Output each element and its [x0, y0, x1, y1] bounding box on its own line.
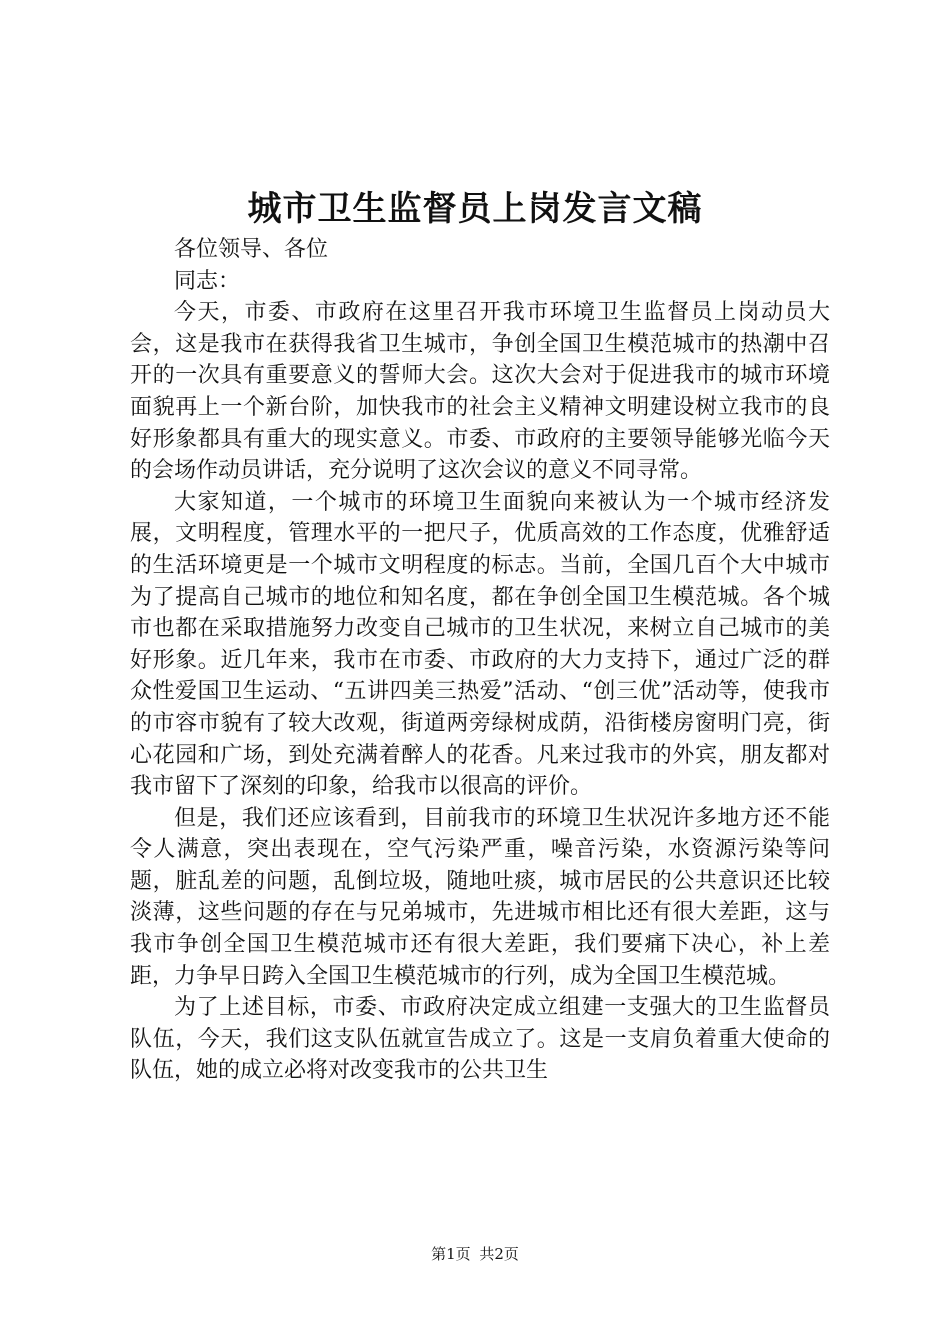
body-paragraph: 为了上述目标，市委、市政府决定成立组建一支强大的卫生监督员队伍，今天，我们这支队伍就宣告成立了。这是一支肩负着重大使命的队伍，她的成立必将对改变我市的公共卫生	[130, 995, 830, 1084]
page-total: 共2页	[479, 1245, 519, 1263]
body-paragraph: 今天，市委、市政府在这里召开我市环境卫生监督员上岗动员大会，这是我市在获得我省卫生城市，争创全国卫生模范城市的热潮中召开的一次具有重要意义的誓师大会。这次大会对于促进我市的城市环境面貌再上一个新台阶，加快我市的社会主义精神文明建设树立我市的良好形象都具有重大的现实意义。市委、市政府的主要领导能够光临今天的会场作动员讲话，充分说明了这次会议的意义不同寻常。	[130, 300, 830, 484]
salutation-line: 各位领导、各位	[174, 237, 329, 262]
salutation-line: 同志：	[174, 268, 241, 294]
document-body	[130, 234, 830, 1087]
page-number: 第1页	[431, 1245, 471, 1263]
body-paragraph: 但是，我们还应该看到，目前我市的环境卫生状况许多地方还不能令人满意，突出表现在，空气污染严重，噪音污染，水资源污染等问题，脏乱差的问题，乱倒垃圾，随地吐痰，城市居民的公共意识还比较淡薄，这些问题的存在与兄弟城市，先进城市相比还有很大差距，这与我市争创全国卫生模范城市还有很大差距，我们要痛下决心，补上差距，力争早日跨入全国卫生模范城市的行列，成为全国卫生模范城。	[130, 805, 830, 989]
body-paragraph: 大家知道，一个城市的环境卫生面貌向来被认为一个城市经济发展，文明程度，管理水平的一把尺子，优质高效的工作态度，优雅舒适的生活环境更是一个城市文明程度的标志。当前，全国几百个大中城市为了提高自己城市的地位和知名度，都在争创全国卫生模范城。各个城市也都在采取措施努力改变自己城市的卫生状况，来树立自己城市的美好形象。近几年来，我市在市委、市政府的大力支持下，通过广泛的群众性爱国卫生运动、“五讲四美三热爱”活动、“创三优”活动等，使我市的市容市貌有了较大改观，街道两旁绿树成荫，沿街楼房窗明门亮，街心花园和广场，到处充满着醉人的花香。凡来过我市的外宾，朋友都对我市留下了深刻的印象，给我市以很高的评价。	[130, 489, 830, 800]
document-title: 城市卫生监督员上岗发言文稿	[247, 189, 703, 229]
page-footer	[0, 1244, 950, 1264]
